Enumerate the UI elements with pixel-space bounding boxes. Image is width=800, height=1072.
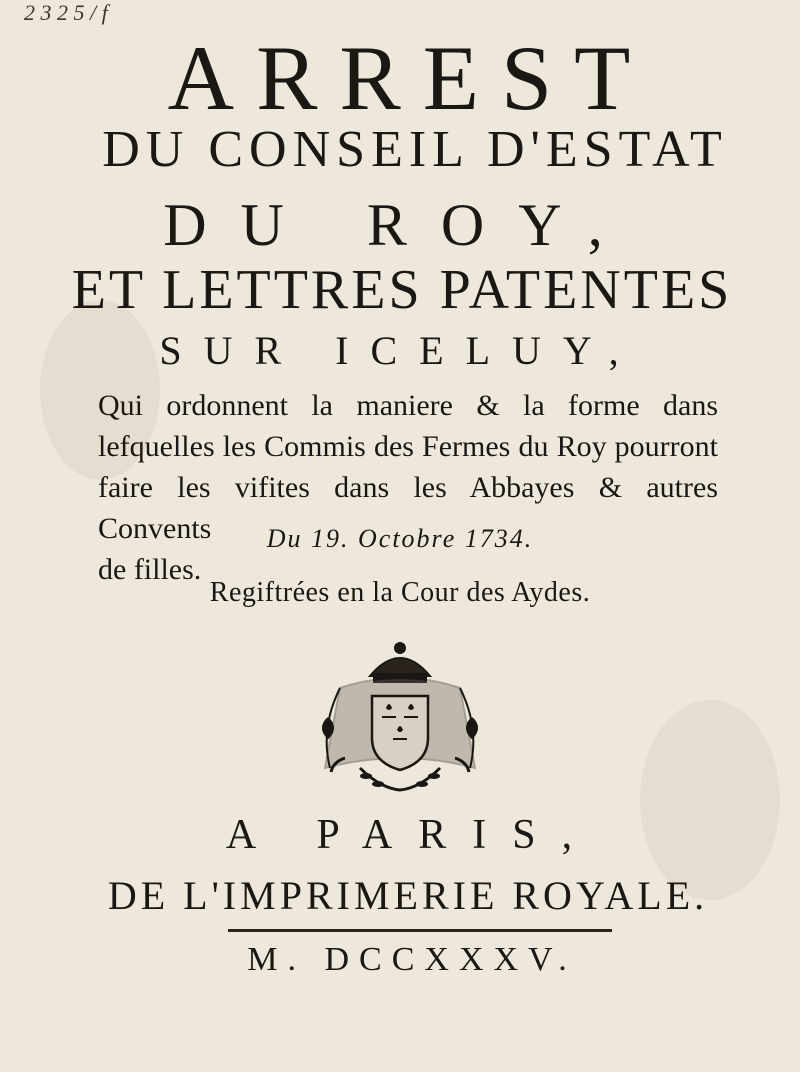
title-lettres-patentes: ET LETTRES PATENTES [71, 259, 733, 321]
royal-arms-emblem [300, 638, 500, 800]
title-conseil: DU CONSEIL D'ESTAT [102, 121, 728, 178]
title-arrest: ARREST [167, 27, 653, 129]
body-text: Qui ordonnent la maniere & la forme dans lefquelles les Commis des Fermes du Roy pourront faire les vifites dans les Abbayes & autres Convents [98, 389, 718, 545]
imprint-city: A PARIS, [225, 812, 599, 858]
paper-stain [640, 700, 780, 900]
handwritten-shelfmark: 2 3 2 5 / f [24, 0, 108, 25]
title-roy: DU ROY, [163, 192, 637, 258]
imprint-year: M. DCCXXXV. [247, 941, 577, 978]
divider-rule [228, 929, 612, 932]
registration-note: Regiftrées en la Cour des Aydes. [209, 577, 591, 608]
decree-date: Du 19. Octobre 1734. [266, 524, 534, 553]
body-paragraph [98, 385, 718, 590]
body-last-line: de filles. [98, 553, 202, 586]
title-sur-iceluy: SUR ICELUY, [159, 328, 641, 373]
imprint-printer: DE L'IMPRIMERIE ROYALE. [107, 873, 709, 918]
